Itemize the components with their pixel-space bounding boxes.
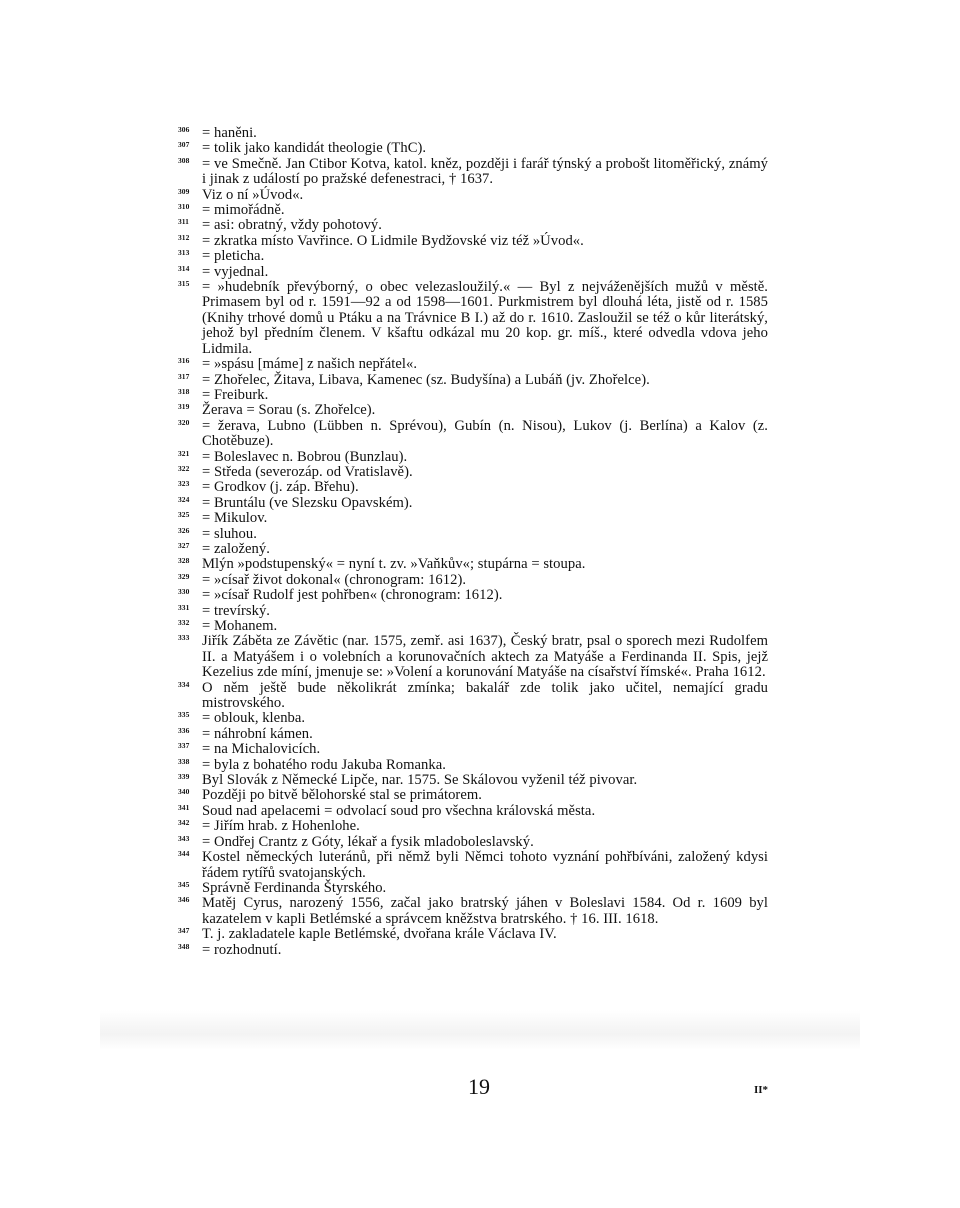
footnote-entry	[178, 742, 768, 757]
footnote-entry	[178, 711, 768, 726]
footnote-number: 329	[178, 571, 190, 581]
footnote-entry	[178, 758, 768, 773]
footnote-entry	[178, 280, 768, 357]
footnote-text: Později po bitvě bělohorské stal se primátorem.	[202, 787, 482, 804]
footnote-entry	[178, 511, 768, 526]
footnote-number: 306	[178, 125, 190, 134]
footnote-number: 309	[178, 186, 190, 196]
footnote-number: 311	[178, 217, 189, 227]
footnote-number: 332	[178, 618, 190, 627]
footnote-text: = »císař život dokonal« (chronogram: 1612).	[202, 571, 467, 588]
footnote-entry	[178, 465, 768, 480]
footnote-text: O něm ještě bude několikrát zmínka; bakalář zde tolik jako učitel, nemající gradu mistrovského.	[202, 679, 768, 712]
footnote-text: = »hudebník převýborný, o obec velezasloužilý.« — Byl z nejváženějších mužů v městě. Primasem byl od r. 1591—92 a od 1598—1601. Purkmistrem byl dlouhá léta, jistě od r. 1585 (Knihy trhové domů u Ptáku a na Trávnice B I.) až do r. 1610. Zasloužil se též o kůr literátský, jehož byl předním členem. V kšaftu odkázal mu 20 kop. gr. míš., které odvedla vdova jeho Lidmila.	[202, 279, 768, 357]
footnote-text: Viz o ní »Úvod«.	[202, 186, 304, 203]
footnote-entry	[178, 527, 768, 542]
footnote-text: = trevírský.	[202, 602, 271, 619]
footnote-number: 313	[178, 248, 190, 258]
footnote-number: 325	[178, 510, 190, 520]
footnote-number: 334	[178, 679, 190, 689]
footnote-entry	[178, 265, 768, 280]
footnote-text: Jiřík Záběta ze Závětic (nar. 1575, zemř. asi 1637), Český bratr, psal o sporech mezi Rudolfem II. a Matyášem i o volebních a korunovačních aktech za Matyáše a Ferdinanda II. Spis, jejž Kezelius zde míní, jmenuje se: »Volení a korunování Matyáše na císařství římské«. Praha 1612.	[202, 633, 768, 681]
footnote-text: = vyjednal.	[202, 263, 269, 280]
footnote-entry	[178, 804, 768, 819]
footnote-number: 337	[178, 741, 190, 751]
footnote-number: 312	[178, 232, 190, 242]
footnote-entry	[178, 419, 768, 450]
footnote-text: = »spásu [máme] z našich nepřátel«.	[202, 356, 418, 373]
footnote-entry	[178, 819, 768, 834]
footnote-entry	[178, 403, 768, 418]
footnote-text: = Grodkov (j. záp. Břehu).	[202, 479, 359, 496]
footnote-number: 345	[178, 879, 190, 889]
footnote-number: 315	[178, 279, 190, 289]
footnote-number: 310	[178, 202, 190, 212]
footnote-text: = Bruntálu (ve Slezsku Opavském).	[202, 494, 413, 511]
footnote-text: = Mohanem.	[202, 618, 278, 634]
footnote-number: 322	[178, 463, 190, 473]
footnote-text: = na Michalovicích.	[202, 741, 321, 758]
footnote-text: = pleticha.	[202, 248, 265, 265]
footnote-number: 321	[178, 448, 190, 458]
footnote-entry	[178, 141, 768, 156]
footnote-number: 308	[178, 155, 190, 165]
footnote-number: 316	[178, 356, 190, 366]
footnote-text: = zkratka místo Vavřince. O Lidmile Bydžovské viz též »Úvod«.	[202, 232, 584, 249]
footnote-entry	[178, 234, 768, 249]
footnote-text: Kostel německých luteránů, při němž byli Němci tohoto vyznání pohřbíváni, založený kdysi řádem rytířů svatojanských.	[202, 849, 768, 881]
footnote-text: = oblouk, klenba.	[202, 710, 306, 727]
footnote-text: = Freiburk.	[202, 386, 269, 403]
footnote-number: 328	[178, 556, 190, 566]
footnote-entry	[178, 388, 768, 403]
footnote-entry	[178, 943, 768, 958]
footnote-number: 319	[178, 402, 190, 412]
signature-mark: II*	[754, 1084, 769, 1096]
footnote-text: = rozhodnutí.	[202, 941, 282, 958]
footnote-entry	[178, 203, 768, 218]
footnote-number: 324	[178, 494, 190, 504]
footnote-entry	[178, 634, 768, 680]
footnote-number: 348	[178, 941, 190, 951]
footnote-text: Správně Ferdinanda Štyrského.	[202, 879, 387, 896]
footnote-text: = sluhou.	[202, 525, 257, 542]
footnote-number: 339	[178, 772, 190, 782]
footnote-entry	[178, 542, 768, 557]
footnote-text: = byla z bohatého rodu Jakuba Romanka.	[202, 756, 446, 773]
footnote-entry	[178, 218, 768, 233]
footnote-number: 317	[178, 371, 190, 381]
footnote-entry	[178, 450, 768, 465]
footnote-text: Soud nad apelacemi = odvolací soud pro všechna královská města.	[202, 802, 596, 819]
footnote-text: = Zhořelec, Žitava, Libava, Kamenec (sz. Budyšína) a Lubáň (jv. Zhořelce).	[202, 371, 650, 388]
footnote-number: 336	[178, 725, 190, 735]
footnote-text: = žerava, Lubno (Lübben n. Sprévou), Gubín (n. Nisou), Lukov (j. Berlína) a Kalov (z. Chotěbuze).	[202, 417, 768, 450]
scan-shadow	[100, 1010, 860, 1050]
footnote-text: = tolik jako kandidát theologie (ThC).	[202, 140, 427, 157]
footnote-entry	[178, 773, 768, 788]
footnote-entry	[178, 881, 768, 896]
footnote-text: = asi: obratný, vždy pohotový.	[202, 217, 382, 234]
footnote-text: T. j. zakladatele kaple Betlémské, dvořana krále Václava IV.	[202, 926, 557, 943]
footnote-number: 346	[178, 895, 190, 905]
footnote-entry	[178, 588, 768, 603]
footnote-number: 307	[178, 140, 190, 150]
footnote-text: = Středa (severozáp. od Vratislavě).	[202, 463, 413, 480]
footnote-number: 333	[178, 633, 190, 643]
footnote-number: 335	[178, 710, 190, 720]
footnote-entry	[178, 604, 768, 619]
footnote-text: Matěj Cyrus, narozený 1556, začal jako bratrský jáhen v Boleslavi 1584. Od r. 1609 byl kazatelem v kapli Betlémské a správcem kněžstva bratrského. † 16. III. 1618.	[202, 895, 768, 927]
footnote-entry	[178, 681, 768, 712]
footnote-entry	[178, 496, 768, 511]
footnote-entry	[178, 126, 768, 141]
footnote-number: 340	[178, 787, 190, 797]
footnote-text: Byl Slovák z Německé Lipče, nar. 1575. Se Skálovou vyženil též pivovar.	[202, 772, 638, 789]
footnote-text: = mimořádně.	[202, 202, 285, 219]
footnote-number: 326	[178, 525, 190, 535]
footnote-entry	[178, 927, 768, 942]
footnote-text: = založený.	[202, 540, 270, 557]
footnote-number: 343	[178, 833, 190, 843]
footnotes-list	[178, 126, 768, 958]
footnote-number: 314	[178, 263, 190, 273]
footnote-number: 338	[178, 756, 190, 766]
footnote-text: = Jiřím hrab. z Hohenlohe.	[202, 818, 360, 835]
footnote-entry	[178, 835, 768, 850]
footnote-number: 318	[178, 386, 190, 396]
footnote-number: 344	[178, 849, 190, 859]
footnote-entry	[178, 727, 768, 742]
footnote-entry	[178, 896, 768, 927]
footnote-number: 341	[178, 802, 190, 812]
footnote-text: = Boleslavec n. Bobrou (Bunzlau).	[202, 448, 408, 465]
footnote-number: 331	[178, 602, 190, 612]
footnote-entry	[178, 850, 768, 881]
footnote-entry	[178, 249, 768, 264]
footnote-text: = ve Smečně. Jan Ctibor Kotva, katol. kněz, později i farář týnský a probošt litoměřický, známý i jinak z událostí po pražské defenestraci, † 1637.	[202, 155, 768, 188]
page-number: 19	[468, 1074, 490, 1099]
footnote-text: = »císař Rudolf jest pohřben« (chronogram: 1612).	[202, 587, 503, 604]
footnote-text: = Mikulov.	[202, 510, 268, 527]
footnote-number: 327	[178, 540, 190, 550]
footnote-number: 347	[178, 926, 190, 936]
footnote-number: 323	[178, 479, 190, 489]
footnote-entry	[178, 188, 768, 203]
footnote-text: = haněni.	[202, 125, 257, 141]
footnote-text: Mlýn »podstupenský« = nyní t. zv. »Vaňkův«; stupárna = stoupa.	[202, 556, 586, 573]
footnote-text: Žerava = Sorau (s. Zhořelce).	[202, 402, 376, 419]
footnote-entry	[178, 788, 768, 803]
footnote-number: 320	[178, 417, 190, 427]
footnote-entry	[178, 157, 768, 188]
footnote-entry	[178, 357, 768, 372]
footnote-number: 342	[178, 818, 190, 828]
footnote-entry	[178, 373, 768, 388]
footnote-text: = Ondřej Crantz z Góty, lékař a fysik mladoboleslavský.	[202, 833, 534, 850]
footnote-entry	[178, 480, 768, 495]
footnote-entry	[178, 557, 768, 572]
footnote-number: 330	[178, 587, 190, 597]
footnote-text: = náhrobní kámen.	[202, 725, 313, 742]
footnote-entry	[178, 573, 768, 588]
